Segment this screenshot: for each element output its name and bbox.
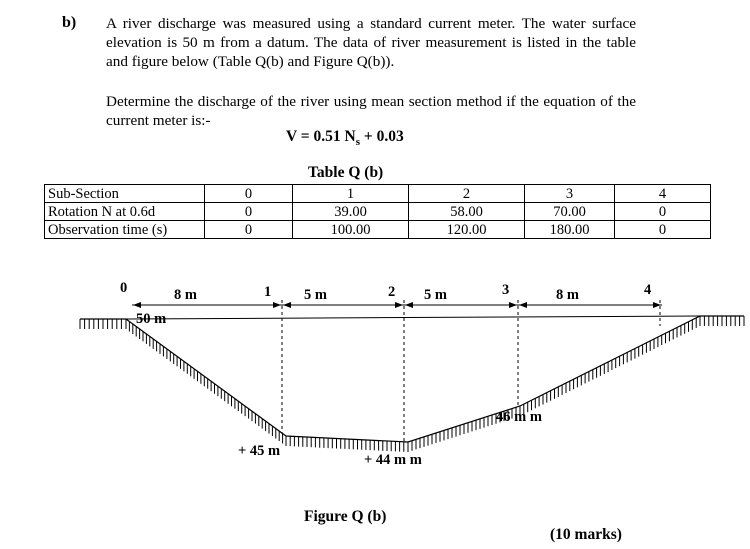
depth-label: 46 m m <box>496 409 542 425</box>
current-meter-equation <box>286 128 404 148</box>
station-label: 1 <box>264 284 272 300</box>
table-row <box>45 221 711 239</box>
water-surface-line <box>126 316 700 319</box>
station-verticals <box>282 300 660 442</box>
table-cell: 0 <box>615 221 711 239</box>
width-label: 5 m <box>304 287 327 303</box>
figure-caption: Figure Q (b) <box>304 508 387 525</box>
table-cell: 2 <box>409 185 525 203</box>
riverbed-outline <box>80 316 744 442</box>
station-label: 4 <box>644 282 652 298</box>
row-header: Rotation N at 0.6d <box>45 203 205 221</box>
table-cell: 0 <box>615 203 711 221</box>
station-label: 3 <box>502 282 510 298</box>
width-label: 8 m <box>174 287 197 303</box>
table-cell: 120.00 <box>409 221 525 239</box>
marks-label: (10 marks) <box>550 526 622 543</box>
row-header: Sub-Section <box>45 185 205 203</box>
equation-rhs: + 0.03 <box>359 128 404 145</box>
station-label: 0 <box>120 280 128 296</box>
table-cell: 100.00 <box>293 221 409 239</box>
ground-hatching <box>80 316 744 452</box>
depth-label: + 44 m m <box>364 452 422 468</box>
table-row <box>45 203 711 221</box>
depth-label: + 45 m <box>238 443 281 459</box>
table-cell: 180.00 <box>525 221 615 239</box>
station-label: 2 <box>388 284 396 300</box>
table-cell: 70.00 <box>525 203 615 221</box>
row-header: Observation time (s) <box>45 221 205 239</box>
question-paragraph-2: Determine the discharge of the river using mean section method if the equation of the current meter is:- <box>106 93 636 129</box>
table-cell: 39.00 <box>293 203 409 221</box>
table-cell: 0 <box>205 221 293 239</box>
measurement-table <box>44 184 711 239</box>
table-cell: 1 <box>293 185 409 203</box>
table-cell: 0 <box>205 185 293 203</box>
table-cell: 0 <box>205 203 293 221</box>
width-label: 5 m <box>424 287 447 303</box>
question-label: b) <box>62 14 77 31</box>
table-cell: 58.00 <box>409 203 525 221</box>
table-row <box>45 185 711 203</box>
question-paragraph-1: A river discharge was measured using a standard current meter. The water surface elevation is 50 m from a datum. The data of river measurement is listed in the table and figure below (Table Q(b) and Figure Q(b)). <box>106 15 636 70</box>
equation-lhs: V = 0.51 N <box>286 128 356 145</box>
river-cross-section-figure <box>0 270 750 502</box>
surface-elevation-label: 50 m <box>136 311 167 327</box>
table-caption: Table Q (b) <box>308 164 384 181</box>
equation-subscript: s <box>355 136 360 149</box>
table-cell: 4 <box>615 185 711 203</box>
table-cell: 3 <box>525 185 615 203</box>
width-label: 8 m <box>556 287 579 303</box>
